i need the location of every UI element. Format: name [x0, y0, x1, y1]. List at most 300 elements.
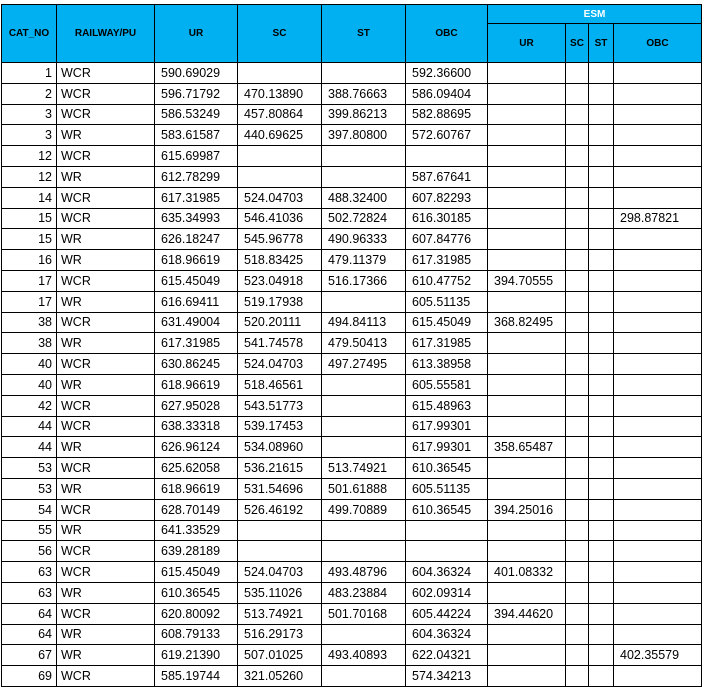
header-esm: ESM — [488, 5, 702, 24]
table-row — [2, 437, 702, 458]
cell-st: 497.27495 — [322, 354, 406, 375]
cell-st: 502.72824 — [322, 208, 406, 229]
cell-sc: 531.54696 — [238, 478, 322, 499]
cell-railway: WR — [57, 229, 155, 250]
cell-sc: 534.08960 — [238, 437, 322, 458]
cell-esm-st — [589, 333, 614, 354]
header-esm-ur: UR — [488, 24, 566, 63]
cell-cat-no: 40 — [2, 374, 57, 395]
cell-sc: 457.80864 — [238, 104, 322, 125]
table-row — [2, 624, 702, 645]
cell-cat-no: 44 — [2, 437, 57, 458]
cell-esm-obc — [614, 666, 702, 687]
cell-st: 513.74921 — [322, 458, 406, 479]
header-obc: OBC — [406, 5, 488, 63]
cell-sc — [238, 520, 322, 541]
cell-esm-sc — [566, 520, 589, 541]
cell-ur: 583.61587 — [155, 125, 238, 146]
cell-esm-ur — [488, 354, 566, 375]
table-row — [2, 83, 702, 104]
cell-obc: 615.45049 — [406, 312, 488, 333]
cell-esm-obc — [614, 270, 702, 291]
cell-esm-st — [589, 374, 614, 395]
cell-esm-ur: 394.44620 — [488, 603, 566, 624]
cell-ur: 638.33318 — [155, 416, 238, 437]
cell-st — [322, 666, 406, 687]
cell-sc: 523.04918 — [238, 270, 322, 291]
header-esm-st: ST — [589, 24, 614, 63]
cell-esm-ur — [488, 125, 566, 146]
cell-esm-ur — [488, 291, 566, 312]
cell-esm-obc — [614, 229, 702, 250]
cell-esm-sc — [566, 458, 589, 479]
cell-ur: 619.21390 — [155, 645, 238, 666]
cell-railway: WR — [57, 374, 155, 395]
table-row — [2, 520, 702, 541]
cell-st — [322, 416, 406, 437]
cell-sc: 545.96778 — [238, 229, 322, 250]
cell-ur: 616.69411 — [155, 291, 238, 312]
cell-cat-no: 63 — [2, 562, 57, 583]
cell-esm-obc — [614, 291, 702, 312]
cell-sc: 526.46192 — [238, 499, 322, 520]
cell-esm-ur — [488, 83, 566, 104]
cell-ur: 617.31985 — [155, 333, 238, 354]
cell-cat-no: 53 — [2, 478, 57, 499]
cell-esm-ur — [488, 166, 566, 187]
cell-esm-st — [589, 354, 614, 375]
cell-esm-st — [589, 499, 614, 520]
cell-sc: 507.01025 — [238, 645, 322, 666]
table-row — [2, 104, 702, 125]
cell-esm-sc — [566, 63, 589, 84]
cell-ur: 627.95028 — [155, 395, 238, 416]
cell-obc: 613.38958 — [406, 354, 488, 375]
cell-ur: 596.71792 — [155, 83, 238, 104]
cell-railway: WCR — [57, 146, 155, 167]
cell-railway: WR — [57, 437, 155, 458]
cell-st: 493.48796 — [322, 562, 406, 583]
cell-obc — [406, 541, 488, 562]
cell-st: 483.23884 — [322, 582, 406, 603]
cell-cat-no: 16 — [2, 250, 57, 271]
cell-obc: 616.30185 — [406, 208, 488, 229]
header-cat-no: CAT_NO — [2, 5, 57, 63]
cell-sc: 535.11026 — [238, 582, 322, 603]
cell-esm-st — [589, 83, 614, 104]
cell-st — [322, 541, 406, 562]
cell-st — [322, 166, 406, 187]
cell-st: 501.61888 — [322, 478, 406, 499]
cell-railway: WR — [57, 624, 155, 645]
cell-railway: WCR — [57, 541, 155, 562]
cell-sc: 536.21615 — [238, 458, 322, 479]
cell-cat-no: 14 — [2, 187, 57, 208]
cell-cat-no: 44 — [2, 416, 57, 437]
cell-railway: WCR — [57, 187, 155, 208]
cell-ur: 620.80092 — [155, 603, 238, 624]
cell-obc: 587.67641 — [406, 166, 488, 187]
cell-ur: 585.19744 — [155, 666, 238, 687]
cell-railway: WCR — [57, 666, 155, 687]
cell-esm-sc — [566, 291, 589, 312]
cell-railway: WR — [57, 291, 155, 312]
cell-esm-ur — [488, 582, 566, 603]
cell-esm-sc — [566, 229, 589, 250]
cell-esm-ur — [488, 187, 566, 208]
cell-obc: 615.48963 — [406, 395, 488, 416]
cell-ur: 626.96124 — [155, 437, 238, 458]
cell-obc: 610.47752 — [406, 270, 488, 291]
cell-sc: 524.04703 — [238, 354, 322, 375]
cell-esm-obc — [614, 582, 702, 603]
cell-ur: 641.33529 — [155, 520, 238, 541]
cell-esm-obc — [614, 374, 702, 395]
table-row — [2, 146, 702, 167]
cell-ur: 608.79133 — [155, 624, 238, 645]
cell-esm-ur — [488, 541, 566, 562]
cell-esm-obc — [614, 541, 702, 562]
cell-esm-ur — [488, 104, 566, 125]
cell-esm-st — [589, 291, 614, 312]
cell-esm-sc — [566, 104, 589, 125]
cell-obc: 605.44224 — [406, 603, 488, 624]
table-row — [2, 458, 702, 479]
cell-esm-st — [589, 520, 614, 541]
cell-obc: 607.84776 — [406, 229, 488, 250]
cell-obc — [406, 146, 488, 167]
cell-ur: 628.70149 — [155, 499, 238, 520]
cell-esm-ur: 368.82495 — [488, 312, 566, 333]
cell-obc: 574.34213 — [406, 666, 488, 687]
cell-esm-obc — [614, 333, 702, 354]
table-row — [2, 354, 702, 375]
cell-sc: 524.04703 — [238, 562, 322, 583]
cell-sc: 520.20111 — [238, 312, 322, 333]
cell-cat-no: 64 — [2, 603, 57, 624]
cell-cat-no: 3 — [2, 125, 57, 146]
cell-sc: 518.83425 — [238, 250, 322, 271]
cell-esm-st — [589, 416, 614, 437]
cell-esm-obc — [614, 83, 702, 104]
cell-cat-no: 1 — [2, 63, 57, 84]
cell-ur: 618.96619 — [155, 374, 238, 395]
cell-esm-ur — [488, 250, 566, 271]
cell-sc: 516.29173 — [238, 624, 322, 645]
cell-esm-obc — [614, 603, 702, 624]
cell-esm-sc — [566, 208, 589, 229]
cell-st: 494.84113 — [322, 312, 406, 333]
cell-esm-sc — [566, 478, 589, 499]
cell-st — [322, 291, 406, 312]
cell-esm-obc — [614, 146, 702, 167]
cell-cat-no: 55 — [2, 520, 57, 541]
table-row — [2, 291, 702, 312]
cell-st: 501.70168 — [322, 603, 406, 624]
header-sc: SC — [238, 5, 322, 63]
cell-esm-obc — [614, 104, 702, 125]
cell-railway: WCR — [57, 354, 155, 375]
cell-esm-sc — [566, 270, 589, 291]
table-row — [2, 229, 702, 250]
cell-sc: 546.41036 — [238, 208, 322, 229]
cell-esm-st — [589, 125, 614, 146]
cell-esm-sc — [566, 582, 589, 603]
cell-esm-ur — [488, 458, 566, 479]
table-row — [2, 63, 702, 84]
cell-ur: 618.96619 — [155, 250, 238, 271]
cell-railway: WR — [57, 478, 155, 499]
cell-ur: 615.69987 — [155, 146, 238, 167]
cell-st — [322, 520, 406, 541]
cell-st — [322, 395, 406, 416]
header-railway-pu: RAILWAY/PU — [57, 5, 155, 63]
cell-st: 493.40893 — [322, 645, 406, 666]
cell-cat-no: 3 — [2, 104, 57, 125]
cell-esm-ur — [488, 333, 566, 354]
cell-obc: 607.82293 — [406, 187, 488, 208]
cell-esm-ur — [488, 520, 566, 541]
header-st: ST — [322, 5, 406, 63]
cell-railway: WR — [57, 520, 155, 541]
cell-esm-st — [589, 666, 614, 687]
cell-esm-ur — [488, 645, 566, 666]
cell-sc — [238, 63, 322, 84]
cell-esm-ur: 394.25016 — [488, 499, 566, 520]
cell-sc: 440.69625 — [238, 125, 322, 146]
cell-ur: 626.18247 — [155, 229, 238, 250]
cell-esm-sc — [566, 645, 589, 666]
cell-esm-obc — [614, 395, 702, 416]
table-row — [2, 499, 702, 520]
cell-sc: 543.51773 — [238, 395, 322, 416]
cell-railway: WCR — [57, 312, 155, 333]
cell-ur: 631.49004 — [155, 312, 238, 333]
cell-obc: 617.31985 — [406, 250, 488, 271]
header-esm-sc: SC — [566, 24, 589, 63]
table-row — [2, 478, 702, 499]
cell-esm-st — [589, 582, 614, 603]
cell-esm-st — [589, 458, 614, 479]
cell-obc: 605.51135 — [406, 291, 488, 312]
cell-esm-st — [589, 478, 614, 499]
cell-esm-ur — [488, 624, 566, 645]
cell-esm-sc — [566, 312, 589, 333]
cell-esm-sc — [566, 541, 589, 562]
cell-esm-st — [589, 645, 614, 666]
cell-esm-obc — [614, 437, 702, 458]
cell-cat-no: 38 — [2, 333, 57, 354]
cell-railway: WCR — [57, 603, 155, 624]
table-row — [2, 582, 702, 603]
cell-sc: 539.17453 — [238, 416, 322, 437]
cell-esm-sc — [566, 333, 589, 354]
table-row — [2, 187, 702, 208]
cell-esm-ur — [488, 208, 566, 229]
cell-ur: 612.78299 — [155, 166, 238, 187]
table-row — [2, 562, 702, 583]
cell-obc: 602.09314 — [406, 582, 488, 603]
cell-esm-st — [589, 187, 614, 208]
cell-obc: 610.36545 — [406, 499, 488, 520]
cell-cat-no: 64 — [2, 624, 57, 645]
cell-esm-sc — [566, 499, 589, 520]
cell-sc — [238, 166, 322, 187]
cell-esm-ur — [488, 416, 566, 437]
cell-esm-st — [589, 541, 614, 562]
cell-obc — [406, 520, 488, 541]
cell-railway: WR — [57, 166, 155, 187]
cell-railway: WCR — [57, 83, 155, 104]
cell-st: 490.96333 — [322, 229, 406, 250]
cell-ur: 615.45049 — [155, 270, 238, 291]
cell-esm-st — [589, 437, 614, 458]
cell-st: 399.86213 — [322, 104, 406, 125]
cell-cat-no: 54 — [2, 499, 57, 520]
cell-esm-sc — [566, 374, 589, 395]
cell-esm-ur — [488, 395, 566, 416]
cell-railway: WR — [57, 250, 155, 271]
cell-obc: 592.36600 — [406, 63, 488, 84]
cell-ur: 630.86245 — [155, 354, 238, 375]
cell-esm-ur: 401.08332 — [488, 562, 566, 583]
cell-esm-obc — [614, 250, 702, 271]
cell-railway: WR — [57, 333, 155, 354]
cell-esm-obc — [614, 63, 702, 84]
cell-esm-obc — [614, 499, 702, 520]
cell-esm-obc — [614, 166, 702, 187]
cell-esm-st — [589, 395, 614, 416]
cell-ur: 618.96619 — [155, 478, 238, 499]
cell-st: 516.17366 — [322, 270, 406, 291]
table-row — [2, 250, 702, 271]
cell-st: 499.70889 — [322, 499, 406, 520]
cell-esm-ur — [488, 666, 566, 687]
cell-esm-st — [589, 562, 614, 583]
cell-cat-no: 17 — [2, 270, 57, 291]
cell-esm-st — [589, 312, 614, 333]
cell-railway: WCR — [57, 208, 155, 229]
cell-obc: 582.88695 — [406, 104, 488, 125]
cell-esm-obc — [614, 478, 702, 499]
cell-esm-obc — [614, 458, 702, 479]
cell-ur: 635.34993 — [155, 208, 238, 229]
cell-st: 397.80800 — [322, 125, 406, 146]
cell-ur: 610.36545 — [155, 582, 238, 603]
cell-obc: 610.36545 — [406, 458, 488, 479]
table-row — [2, 603, 702, 624]
cell-esm-ur: 358.65487 — [488, 437, 566, 458]
cell-st: 488.32400 — [322, 187, 406, 208]
cell-cat-no: 42 — [2, 395, 57, 416]
cell-esm-sc — [566, 437, 589, 458]
cell-sc: 513.74921 — [238, 603, 322, 624]
table-row — [2, 541, 702, 562]
cell-esm-obc — [614, 520, 702, 541]
cell-esm-st — [589, 229, 614, 250]
cell-esm-sc — [566, 250, 589, 271]
cell-esm-st — [589, 104, 614, 125]
cell-cat-no: 56 — [2, 541, 57, 562]
cell-esm-obc — [614, 312, 702, 333]
cell-cat-no: 63 — [2, 582, 57, 603]
cell-sc: 518.46561 — [238, 374, 322, 395]
cell-esm-st — [589, 603, 614, 624]
cell-sc — [238, 146, 322, 167]
cell-esm-obc: 402.35579 — [614, 645, 702, 666]
cell-esm-sc — [566, 562, 589, 583]
cell-st — [322, 624, 406, 645]
cell-sc: 524.04703 — [238, 187, 322, 208]
cell-esm-sc — [566, 666, 589, 687]
cell-st — [322, 374, 406, 395]
table-row — [2, 416, 702, 437]
table-row — [2, 166, 702, 187]
cell-railway: WCR — [57, 104, 155, 125]
cutoff-marks-table — [1, 4, 702, 687]
cell-cat-no: 67 — [2, 645, 57, 666]
cell-st — [322, 146, 406, 167]
cell-obc: 572.60767 — [406, 125, 488, 146]
table-row — [2, 312, 702, 333]
cell-esm-sc — [566, 354, 589, 375]
cell-esm-sc — [566, 187, 589, 208]
cell-obc: 617.99301 — [406, 416, 488, 437]
table-row — [2, 208, 702, 229]
cell-st: 388.76663 — [322, 83, 406, 104]
table-row — [2, 333, 702, 354]
cell-st — [322, 437, 406, 458]
cell-railway: WR — [57, 645, 155, 666]
cell-sc — [238, 541, 322, 562]
cell-esm-sc — [566, 125, 589, 146]
cell-esm-sc — [566, 166, 589, 187]
cell-st — [322, 63, 406, 84]
cell-esm-obc — [614, 562, 702, 583]
cell-obc: 604.36324 — [406, 624, 488, 645]
cell-st: 479.11379 — [322, 250, 406, 271]
cell-cat-no: 69 — [2, 666, 57, 687]
cell-esm-ur — [488, 478, 566, 499]
cell-ur: 625.62058 — [155, 458, 238, 479]
cell-esm-ur — [488, 229, 566, 250]
cell-esm-st — [589, 166, 614, 187]
cell-cat-no: 40 — [2, 354, 57, 375]
cell-obc: 617.31985 — [406, 333, 488, 354]
cell-esm-obc — [614, 187, 702, 208]
header-esm-obc: OBC — [614, 24, 702, 63]
cell-cat-no: 15 — [2, 208, 57, 229]
cell-esm-st — [589, 624, 614, 645]
cell-cat-no: 38 — [2, 312, 57, 333]
cell-railway: WR — [57, 582, 155, 603]
cell-esm-st — [589, 208, 614, 229]
cell-cat-no: 12 — [2, 166, 57, 187]
cell-esm-ur: 394.70555 — [488, 270, 566, 291]
cell-esm-sc — [566, 395, 589, 416]
cell-esm-ur — [488, 63, 566, 84]
cell-esm-st — [589, 250, 614, 271]
cell-cat-no: 12 — [2, 146, 57, 167]
cell-esm-ur — [488, 374, 566, 395]
cell-sc: 541.74578 — [238, 333, 322, 354]
cell-obc: 617.99301 — [406, 437, 488, 458]
cell-obc: 605.51135 — [406, 478, 488, 499]
cell-ur: 586.53249 — [155, 104, 238, 125]
cell-obc: 622.04321 — [406, 645, 488, 666]
table-row — [2, 125, 702, 146]
table-row — [2, 666, 702, 687]
